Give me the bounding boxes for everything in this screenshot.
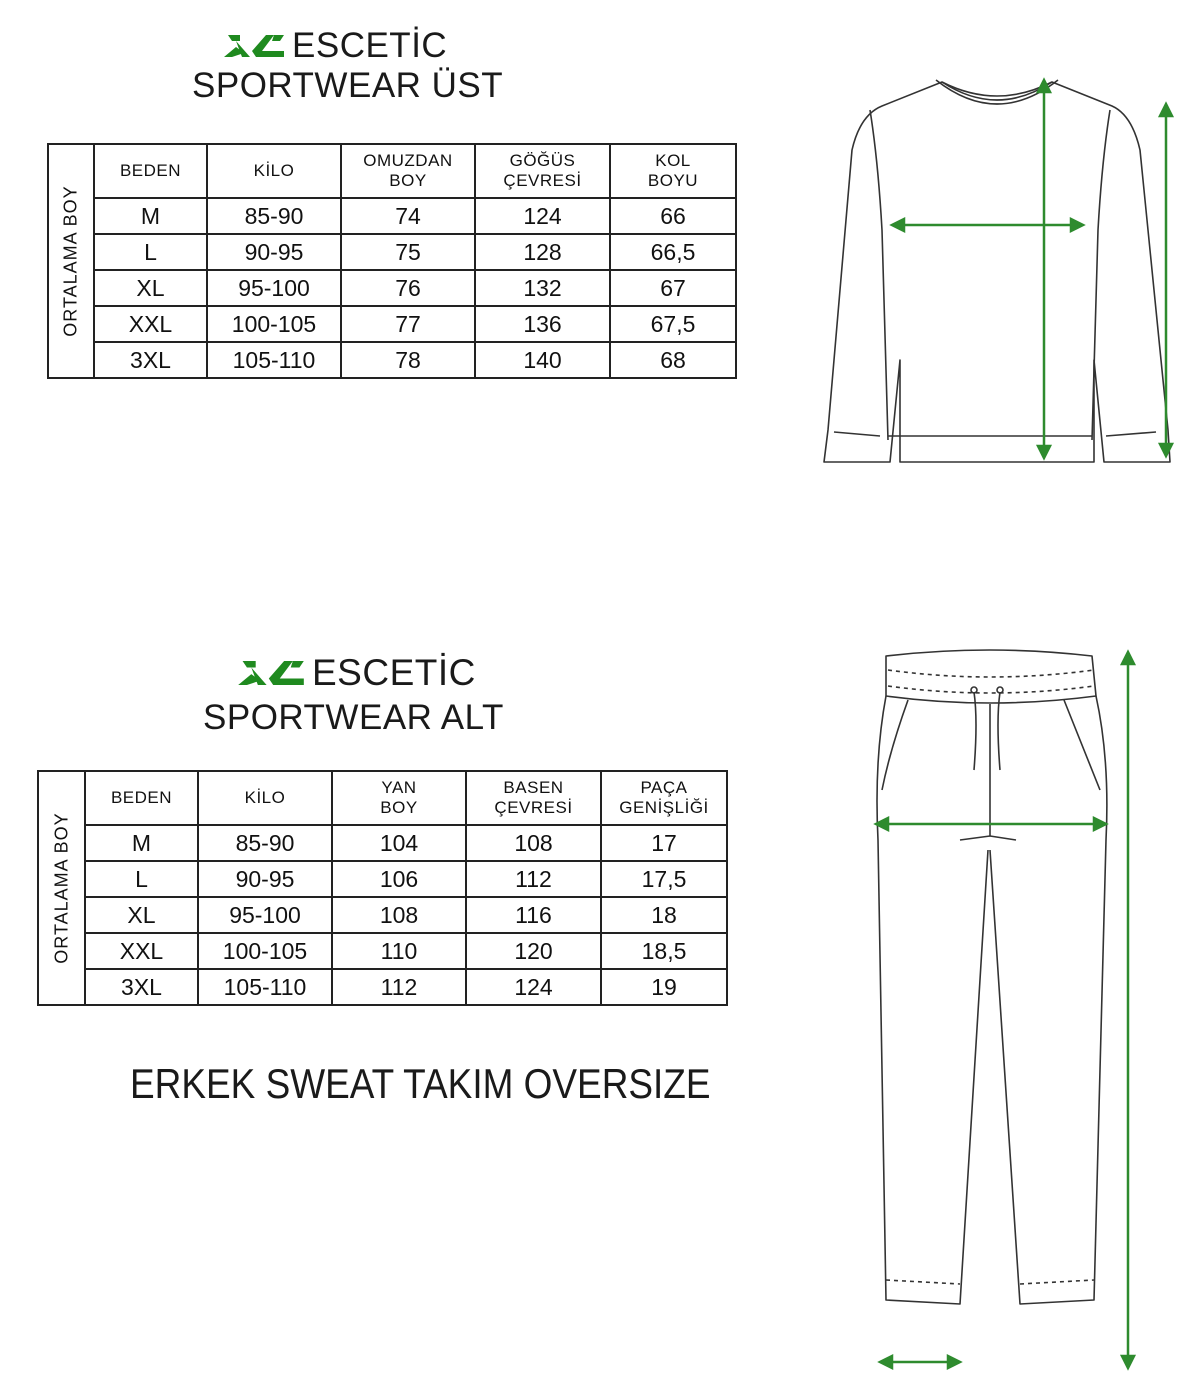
column-header: KİLO bbox=[207, 144, 341, 198]
brand-mark-icon bbox=[222, 29, 286, 63]
table-row bbox=[38, 897, 727, 933]
hip-cell: 112 bbox=[466, 861, 601, 897]
size-cell: XXL bbox=[94, 306, 207, 342]
product-title: ERKEK SWEAT TAKIM OVERSIZE bbox=[130, 1060, 711, 1107]
table-row bbox=[38, 825, 727, 861]
size-cell: XXL bbox=[85, 933, 198, 969]
chest-cell: 132 bbox=[475, 270, 610, 306]
length-cell: 106 bbox=[332, 861, 466, 897]
side-label-cell bbox=[38, 771, 85, 1005]
weight-cell: 105-110 bbox=[198, 969, 332, 1005]
top-size-table bbox=[47, 143, 737, 379]
size-cell: 3XL bbox=[94, 342, 207, 378]
size-cell: M bbox=[94, 198, 207, 234]
hem-cell: 17 bbox=[601, 825, 727, 861]
column-header: YAN BOY bbox=[332, 771, 466, 825]
brand-logo-bottom bbox=[236, 652, 476, 694]
column-header: GÖĞÜS ÇEVRESİ bbox=[475, 144, 610, 198]
hip-cell: 116 bbox=[466, 897, 601, 933]
length-cell: 78 bbox=[341, 342, 475, 378]
side-label: ORTALAMA BOY bbox=[51, 812, 71, 964]
chest-cell: 140 bbox=[475, 342, 610, 378]
weight-cell: 85-90 bbox=[207, 198, 341, 234]
table-row bbox=[38, 969, 727, 1005]
weight-cell: 90-95 bbox=[207, 234, 341, 270]
brand-name: ESCETİC bbox=[292, 26, 448, 65]
table-row bbox=[48, 306, 736, 342]
length-cell: 74 bbox=[341, 198, 475, 234]
column-header: BEDEN bbox=[94, 144, 207, 198]
table-row bbox=[48, 270, 736, 306]
weight-cell: 100-105 bbox=[207, 306, 341, 342]
weight-cell: 105-110 bbox=[207, 342, 341, 378]
table-row bbox=[38, 861, 727, 897]
size-cell: XL bbox=[94, 270, 207, 306]
hem-cell: 18 bbox=[601, 897, 727, 933]
size-cell: L bbox=[85, 861, 198, 897]
length-cell: 104 bbox=[332, 825, 466, 861]
length-cell: 77 bbox=[341, 306, 475, 342]
column-header: BEDEN bbox=[85, 771, 198, 825]
column-header: KOL BOYU bbox=[610, 144, 736, 198]
bottom-subtitle: SPORTWEAR ALT bbox=[203, 698, 504, 737]
size-cell: M bbox=[85, 825, 198, 861]
chest-cell: 128 bbox=[475, 234, 610, 270]
weight-cell: 85-90 bbox=[198, 825, 332, 861]
length-cell: 108 bbox=[332, 897, 466, 933]
side-label: ORTALAMA BOY bbox=[60, 185, 81, 337]
length-cell: 76 bbox=[341, 270, 475, 306]
sleeve-cell: 68 bbox=[610, 342, 736, 378]
table-row bbox=[48, 198, 736, 234]
weight-cell: 95-100 bbox=[207, 270, 341, 306]
size-cell: L bbox=[94, 234, 207, 270]
size-cell: 3XL bbox=[85, 969, 198, 1005]
sleeve-cell: 66,5 bbox=[610, 234, 736, 270]
sleeve-cell: 67,5 bbox=[610, 306, 736, 342]
side-label-cell bbox=[48, 144, 94, 378]
hip-cell: 124 bbox=[466, 969, 601, 1005]
chest-cell: 124 bbox=[475, 198, 610, 234]
length-cell: 110 bbox=[332, 933, 466, 969]
hem-cell: 19 bbox=[601, 969, 727, 1005]
top-subtitle: SPORTWEAR ÜST bbox=[192, 66, 504, 105]
weight-cell: 90-95 bbox=[198, 861, 332, 897]
column-header: KİLO bbox=[198, 771, 332, 825]
sleeve-cell: 66 bbox=[610, 198, 736, 234]
weight-cell: 100-105 bbox=[198, 933, 332, 969]
length-cell: 75 bbox=[341, 234, 475, 270]
bottom-size-table bbox=[37, 770, 728, 1006]
sweatpants-illustration bbox=[860, 640, 1160, 1380]
hip-cell: 108 bbox=[466, 825, 601, 861]
table-row bbox=[38, 933, 727, 969]
hip-cell: 120 bbox=[466, 933, 601, 969]
weight-cell: 95-100 bbox=[198, 897, 332, 933]
brand-name: ESCETİC bbox=[312, 652, 476, 693]
hem-cell: 17,5 bbox=[601, 861, 727, 897]
length-cell: 112 bbox=[332, 969, 466, 1005]
column-header: PAÇA GENİŞLİĞİ bbox=[601, 771, 727, 825]
sweatshirt-illustration bbox=[820, 70, 1190, 480]
column-header: OMUZDAN BOY bbox=[341, 144, 475, 198]
table-row bbox=[48, 342, 736, 378]
brand-logo-top bbox=[222, 26, 447, 66]
column-header: BASEN ÇEVRESİ bbox=[466, 771, 601, 825]
size-cell: XL bbox=[85, 897, 198, 933]
hem-cell: 18,5 bbox=[601, 933, 727, 969]
sleeve-cell: 67 bbox=[610, 270, 736, 306]
brand-mark-icon bbox=[236, 654, 306, 692]
table-row bbox=[48, 234, 736, 270]
chest-cell: 136 bbox=[475, 306, 610, 342]
